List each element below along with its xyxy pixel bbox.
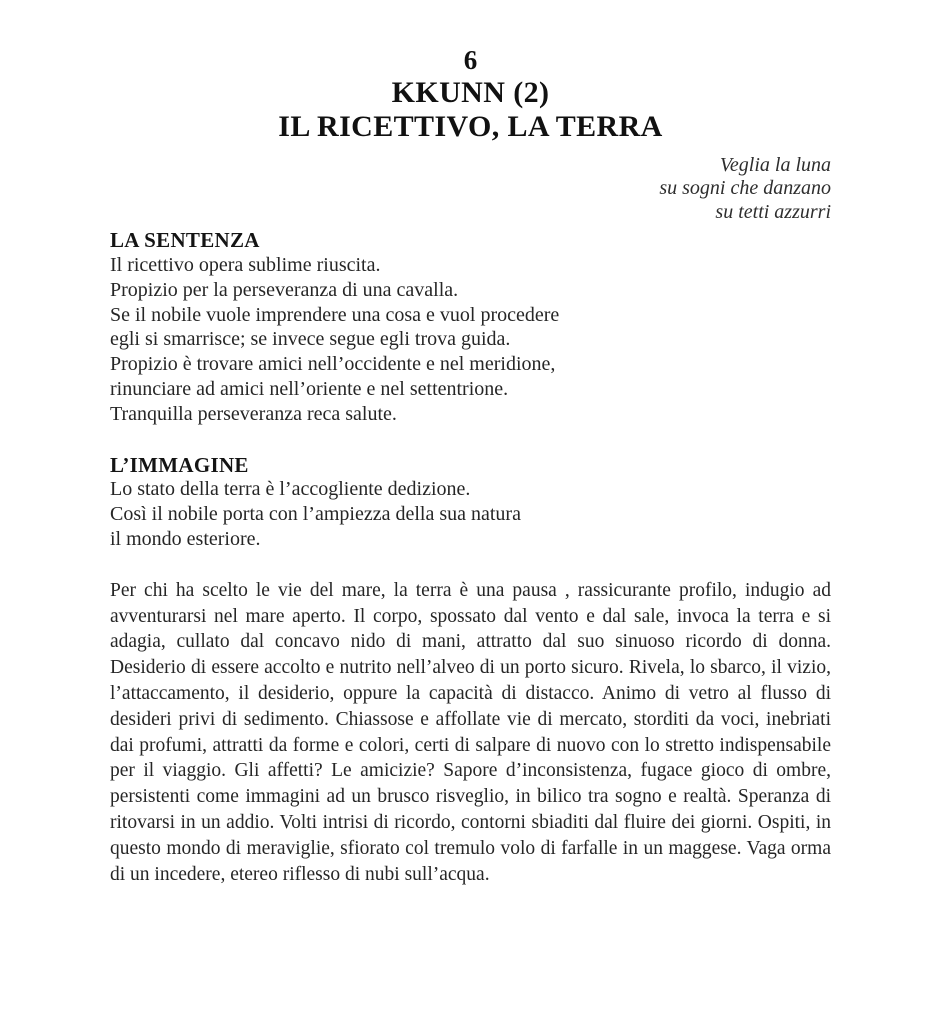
epigraph-line: Veglia la luna <box>719 153 831 176</box>
verse-line: Propizio per la perseveranza di una cavalla. <box>110 278 459 301</box>
verse-line: Tranquilla perseveranza reca salute. <box>110 402 397 425</box>
commentary-paragraph: Per chi ha scelto le vie del mare, la terra è una pausa , rassicurante profilo, indugio ad avventurarsi nel mare aperto. Il corpo, spossato dal vento e dal sale, invoca la terra e si adagia, cullato dal concavo nido di mani, attratto dal suo sinuoso ricordo di donna. Desiderio di essere accolto e nutrito nell’alveo di un porto sicuro. Rivela, lo sbarco, il vizio, l’attaccamento, il desiderio, oppure la capacità di distacco. Animo di vetro al flusso di desideri privi di sedimento. Chiassose e affollate vie di mercato, storditi da voci, inebriati dai profumi, attratti da forme e colori, certi di salpare di nuovo con lo stretto indispensabile per il viaggio. Gli affetti? Le amicizie? Sapore d’inconsistenza, fugace gioco di ombre, persistenti come immagini ad un brusco risveglio, in bilico tra sogno e realtà. Speranza di ritovarsi in un addio. Volti intrisi di ricordo, contorni sbiaditi dal fluire dei giorni. Ospiti, in questo mondo di meraviglie, sfiorato col tremulo volo di farfalle in un maggese. Vaga orma di un incedere, etereo riflesso di nubi sull’acqua. <box>110 579 831 885</box>
section-heading-l-immagine: L’IMMAGINE <box>110 452 249 477</box>
epigraph-line: su tetti azzurri <box>715 200 831 223</box>
verse-line: rinunciare ad amici nell’oriente e nel settentrione. <box>110 377 509 400</box>
verse-line: Il ricettivo opera sublime riuscita. <box>110 253 381 276</box>
verse-line: il mondo esteriore. <box>110 527 261 550</box>
chapter-title: KKUNN (2) <box>391 75 550 109</box>
section-la-sentenza <box>110 228 831 426</box>
verse-line: egli si smarrisce; se invece segue egli trova guida. <box>110 328 511 351</box>
section-heading-la-sentenza: LA SENTENZA <box>110 228 260 253</box>
section-l-immagine <box>110 453 831 552</box>
verse-block <box>110 477 831 551</box>
epigraph-line: su sogni che danzano <box>659 177 831 200</box>
chapter-subtitle: IL RICETTIVO, LA TERRA <box>278 110 663 144</box>
verse-line: Lo stato della terra è l’accogliente dedizione. <box>110 478 471 501</box>
verse-line: Così il nobile porta con l’ampiezza della sua natura <box>110 503 521 526</box>
verse-block <box>110 253 831 427</box>
chapter-number: 6 <box>463 45 478 75</box>
verse-line: Propizio è trovare amici nell’occidente e nel meridione, <box>110 353 556 376</box>
epigraph <box>110 154 831 225</box>
verse-line: Se il nobile vuole imprendere una cosa e vuol procedere <box>110 303 560 326</box>
